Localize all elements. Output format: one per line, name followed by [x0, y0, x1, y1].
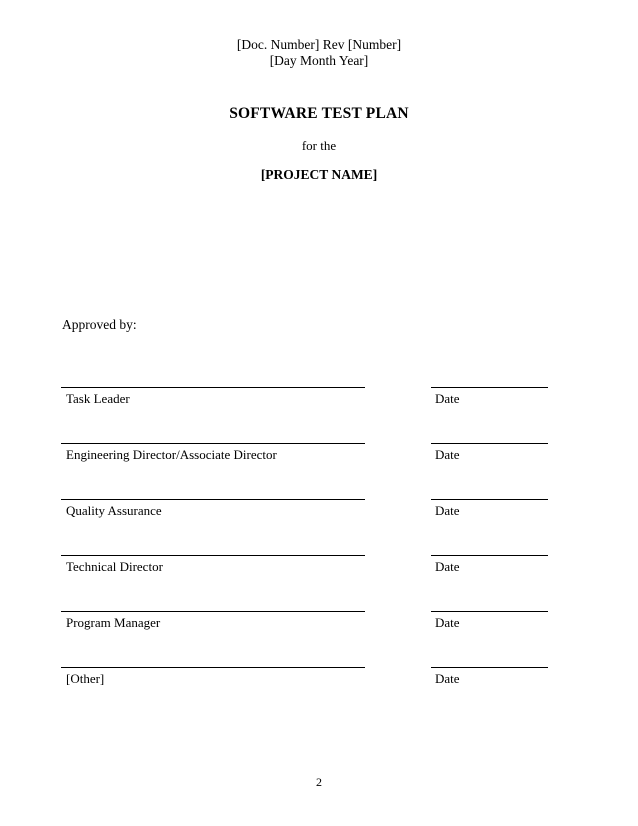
- signature-row-task-leader: [0, 387, 638, 417]
- signature-label: Quality Assurance: [66, 503, 162, 518]
- date-label: Date: [435, 503, 460, 518]
- signature-label: Engineering Director/Associate Director: [66, 447, 277, 462]
- signature-line: [61, 555, 365, 556]
- date-line: [431, 499, 548, 500]
- signature-line: [61, 499, 365, 500]
- date-line: [431, 555, 548, 556]
- date-line: [431, 611, 548, 612]
- signature-line: [61, 667, 365, 668]
- date-label: Date: [435, 615, 460, 630]
- date-line: [431, 387, 548, 388]
- document-title: SOFTWARE TEST PLAN: [229, 105, 409, 122]
- signature-row-engineering-director: [0, 443, 638, 473]
- doc-number-line: [Doc. Number] Rev [Number]: [236, 37, 402, 52]
- signature-line: [61, 611, 365, 612]
- date-line: [431, 667, 548, 668]
- signature-row-technical-director: [0, 555, 638, 585]
- signature-row-quality-assurance: [0, 499, 638, 529]
- for-the-text: for the: [301, 138, 337, 153]
- doc-date-line: [Day Month Year]: [269, 53, 369, 68]
- project-name: [PROJECT NAME]: [260, 167, 378, 182]
- signature-line: [61, 387, 365, 388]
- approved-by-label: Approved by:: [62, 317, 137, 332]
- date-label: Date: [435, 391, 460, 406]
- page-number: 2: [316, 775, 322, 789]
- date-label: Date: [435, 559, 460, 574]
- signature-row-other: [0, 667, 638, 697]
- signature-row-program-manager: [0, 611, 638, 641]
- signature-line: [61, 443, 365, 444]
- signature-label: Technical Director: [66, 559, 163, 574]
- date-label: Date: [435, 447, 460, 462]
- date-line: [431, 443, 548, 444]
- signature-label: Task Leader: [66, 391, 130, 406]
- date-label: Date: [435, 671, 460, 686]
- signature-label: Program Manager: [66, 615, 161, 630]
- signature-label: [Other]: [66, 671, 105, 686]
